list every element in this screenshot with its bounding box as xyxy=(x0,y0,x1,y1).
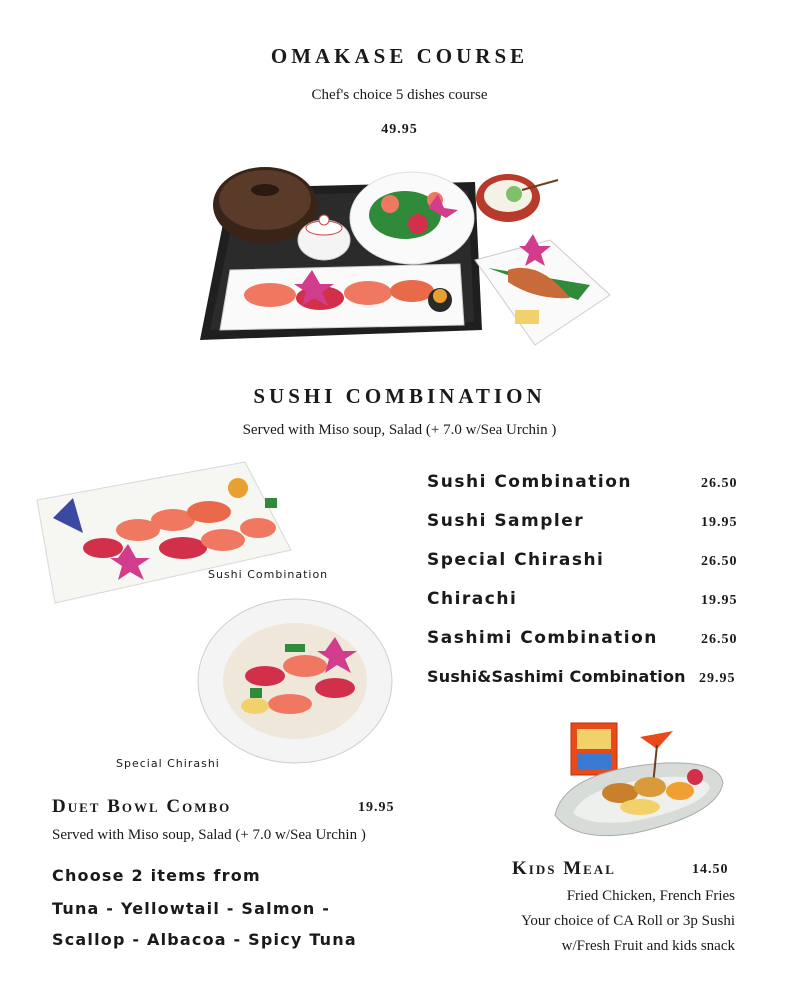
caption-sushi-combination: Sushi Combination xyxy=(208,568,329,581)
menu-item-price: 19.95 xyxy=(701,515,738,530)
omakase-subtitle: Chef's choice 5 dishes course xyxy=(311,87,488,103)
kids-meal-photo xyxy=(545,715,730,850)
nigiri-plate xyxy=(220,264,464,330)
menu-item-price: 26.50 xyxy=(701,632,738,647)
duet-title: Duet Bowl Combo xyxy=(52,796,232,817)
salad-plate xyxy=(350,172,474,264)
omakase-price: 49.95 xyxy=(381,122,418,137)
menu-item-name: Chirachi xyxy=(427,589,518,609)
menu-item-price: 26.50 xyxy=(701,554,738,569)
kids-line-3: w/Fresh Fruit and kids snack xyxy=(561,938,735,954)
menu-item-price: 29.95 xyxy=(699,671,736,686)
grilled-fish-plate xyxy=(475,234,610,345)
duet-options-line-2: Scallop - Albacoa - Spicy Tuna xyxy=(52,930,357,949)
sushi-combination-title: SUSHI COMBINATION xyxy=(253,384,546,408)
kids-title: Kids Meal xyxy=(512,858,616,879)
duet-choose-label: Choose 2 items from xyxy=(52,866,261,885)
omakase-title: OMAKASE COURSE xyxy=(270,44,529,68)
menu-item-name: Sushi&Sashimi Combination xyxy=(427,667,686,686)
menu-item-price: 19.95 xyxy=(701,593,738,608)
omakase-photo xyxy=(190,160,630,355)
menu-item-price: 26.50 xyxy=(701,476,738,491)
menu-item-name: Sushi Combination xyxy=(427,472,632,492)
menu-item-name: Sushi Sampler xyxy=(427,511,585,531)
duet-price: 19.95 xyxy=(358,800,395,815)
caption-special-chirashi: Special Chirashi xyxy=(116,757,220,770)
kids-price: 14.50 xyxy=(692,862,729,877)
snack-box xyxy=(571,723,617,775)
chirashi-bowl-photo xyxy=(195,596,395,766)
duet-subtitle: Served with Miso soup, Salad (+ 7.0 w/Sea Urchin ) xyxy=(52,827,366,843)
menu-item-name: Sashimi Combination xyxy=(427,628,658,648)
kids-line-2: Your choice of CA Roll or 3p Sushi xyxy=(521,913,735,929)
sushi-plate-photo xyxy=(33,458,295,608)
duet-options-line-1: Tuna - Yellowtail - Salmon - xyxy=(52,899,331,918)
menu-item-name: Special Chirashi xyxy=(427,550,605,570)
sushi-combination-subtitle: Served with Miso soup, Salad (+ 7.0 w/Sea Urchin ) xyxy=(242,422,557,438)
kids-line-1: Fried Chicken, French Fries xyxy=(566,888,735,904)
dessert-dish xyxy=(476,174,558,222)
